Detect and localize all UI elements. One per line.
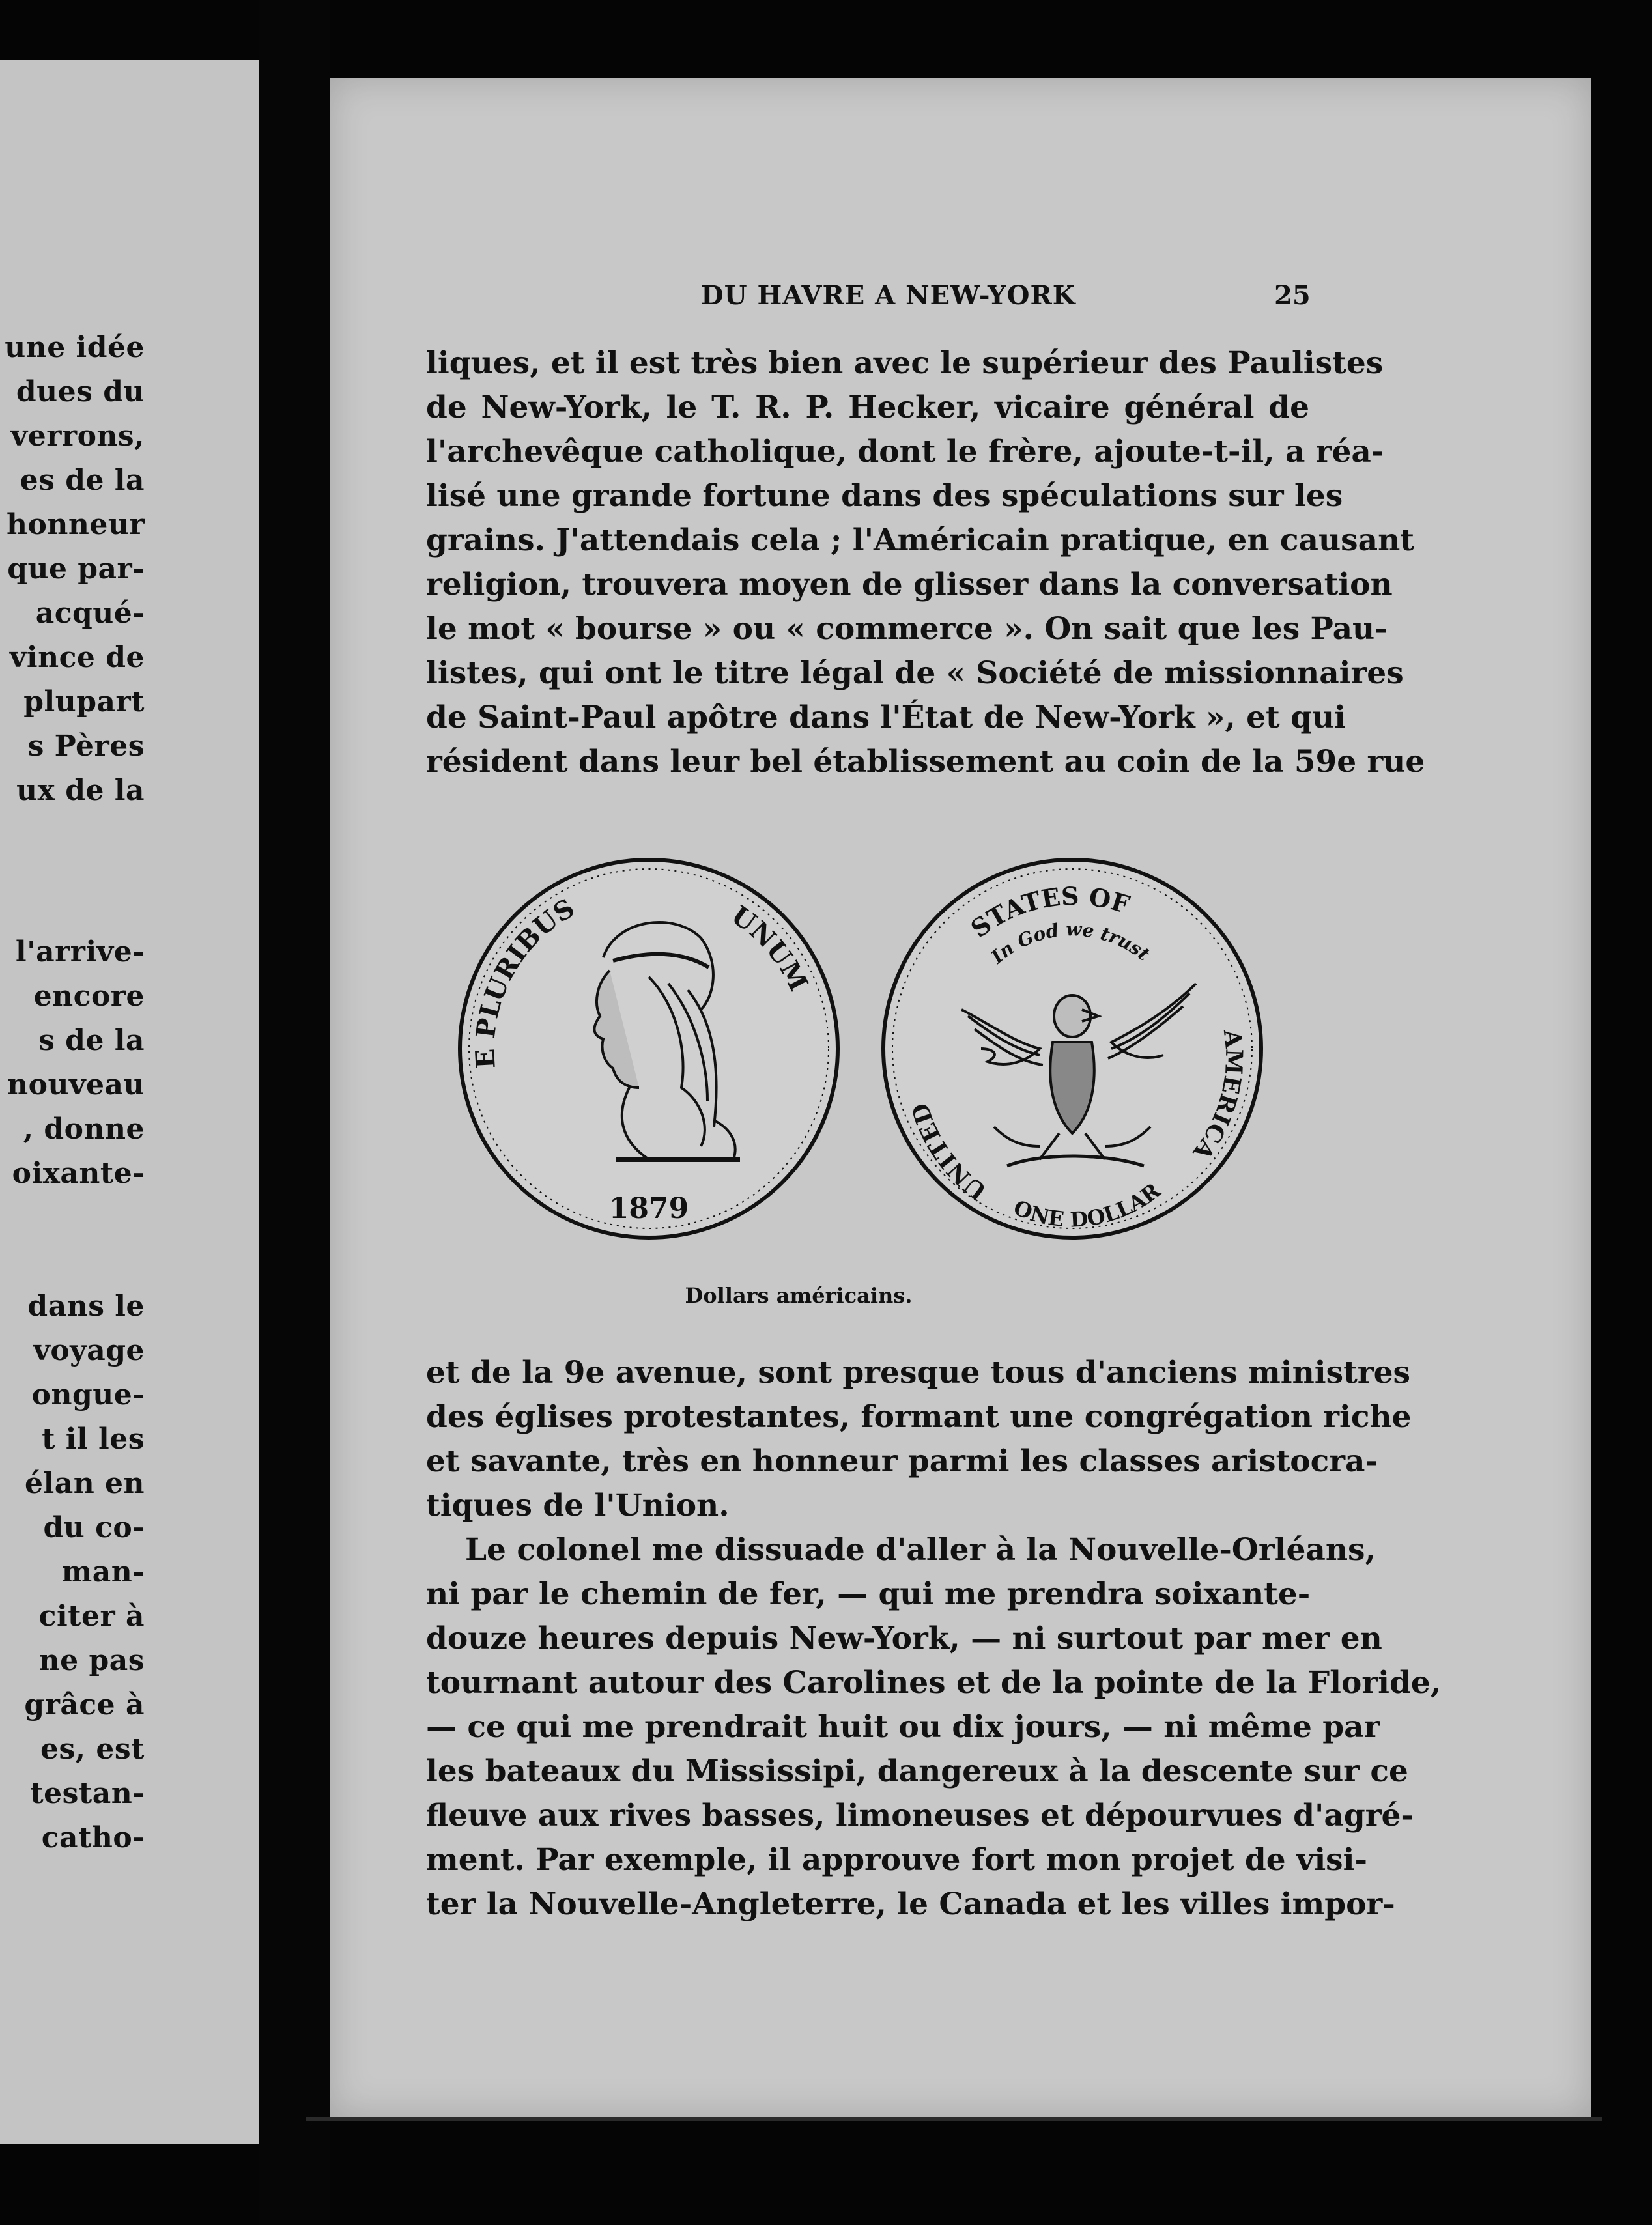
text-line: religion, trouvera moyen de glisser dans la conversation <box>426 567 1393 602</box>
coin-top-arc: STATES OF <box>965 881 1133 944</box>
left-page-line: dues du <box>16 375 145 408</box>
left-page-line: catho- <box>41 1821 145 1854</box>
left-page-line: ne pas <box>38 1644 145 1677</box>
left-page-line: , donne <box>23 1112 145 1146</box>
dollar-coins-illustration <box>453 853 1281 1296</box>
coin-front <box>460 860 838 1238</box>
left-page-line: voyage <box>33 1334 145 1367</box>
left-page-line: man- <box>61 1555 145 1589</box>
left-page-line: que par- <box>7 552 145 586</box>
figure-caption: Dollars américains. <box>685 1283 913 1308</box>
left-page-line: es de la <box>20 464 145 497</box>
coin-left-arc: UNITED <box>906 1099 992 1206</box>
left-page-line: honneur <box>7 508 145 541</box>
left-page-line: t il les <box>42 1423 145 1456</box>
coin-right-arc: AMERICA <box>1188 1028 1248 1165</box>
left-page-line: s de la <box>38 1024 145 1057</box>
left-page-line: nouveau <box>7 1068 145 1101</box>
left-page-line: du co- <box>43 1511 145 1544</box>
left-page-line: oixante- <box>12 1157 145 1190</box>
running-title: DU HAVRE A NEW-YORK <box>701 280 1076 311</box>
text-line: listes, qui ont le titre légal de « Société de missionnaires <box>426 655 1404 691</box>
left-page-line: vince de <box>9 641 145 674</box>
coin-motto-left: E PLURIBUS <box>470 892 580 1070</box>
text-line: Le colonel me dissuade d'aller à la Nouvelle-Orléans, <box>465 1532 1376 1568</box>
text-line: de Saint-Paul apôtre dans l'État de New-York », et qui <box>426 700 1346 735</box>
page-bottom-edge <box>306 2117 1602 2121</box>
text-line: tournant autour des Carolines et de la pointe de la Floride, <box>426 1665 1442 1701</box>
coin-back <box>883 860 1261 1238</box>
left-page-fragment <box>0 60 259 2144</box>
left-page-line: élan en <box>24 1467 145 1500</box>
left-page-line: ongue- <box>31 1378 145 1411</box>
text-line: le mot « bourse » ou « commerce ». On sait que les Pau- <box>426 611 1388 647</box>
text-line: l'archevêque catholique, dont le frère, ajoute-t-il, a réa- <box>426 434 1384 470</box>
left-page-line: grâce à <box>24 1688 145 1722</box>
coin-year: 1879 <box>608 1192 689 1225</box>
coin-denomination: ONE DOLLAR <box>1010 1178 1165 1232</box>
text-line: résident dans leur bel établissement au coin de la 59e rue <box>426 744 1425 780</box>
page-number: 25 <box>1274 280 1311 311</box>
page-header <box>330 280 1591 319</box>
text-line: douze heures depuis New-York, — ni surtout par mer en <box>426 1621 1382 1656</box>
text-line: ni par le chemin de fer, — qui me prendra soixante- <box>426 1576 1311 1612</box>
text-line: ment. Par exemple, il approuve fort mon projet de visi- <box>426 1842 1367 1878</box>
left-page-line: une idée <box>5 331 145 364</box>
left-page-line: citer à <box>38 1600 145 1633</box>
text-line: des églises protestantes, formant une congrégation riche <box>426 1399 1412 1435</box>
left-page-line: dans le <box>27 1290 145 1323</box>
coin-inner-motto: In God we trust <box>987 918 1154 968</box>
left-page-line: verrons, <box>10 419 145 453</box>
left-page-line: es, est <box>40 1733 145 1766</box>
text-line: fleuve aux rives basses, limoneuses et dépourvues d'agré- <box>426 1798 1414 1834</box>
text-line: les bateaux du Mississipi, dangereux à la descente sur ce <box>426 1753 1408 1789</box>
text-line: — ce qui me prendrait huit ou dix jours, — ni même par <box>426 1709 1380 1745</box>
left-page-line: l'arrive- <box>15 935 145 969</box>
right-page <box>330 78 1591 2117</box>
left-page-line: acqué- <box>35 597 145 630</box>
paragraph-bottom <box>426 1351 1442 1927</box>
left-page-line: s Pères <box>27 730 145 763</box>
text-line: liques, et il est très bien avec le supérieur des Paulistes <box>426 345 1384 381</box>
left-page-line: ux de la <box>16 774 145 807</box>
left-page-line: encore <box>33 980 145 1013</box>
paragraph-top <box>426 341 1425 784</box>
coin-motto-right: UNUM <box>725 900 814 996</box>
text-line: et savante, très en honneur parmi les classes aristocra- <box>426 1443 1378 1479</box>
text-line: tiques de l'Union. <box>426 1488 730 1523</box>
text-line: ter la Nouvelle-Angleterre, le Canada et les villes impor- <box>426 1886 1395 1922</box>
left-page-line: plupart <box>23 685 145 718</box>
text-line: lisé une grande fortune dans des spéculations sur les <box>426 478 1343 514</box>
text-line: grains. J'attendais cela ; l'Américain pratique, en causant <box>426 522 1414 558</box>
left-page-line: testan- <box>30 1777 145 1810</box>
book-gutter <box>259 0 330 2225</box>
text-line: et de la 9e avenue, sont presque tous d'anciens ministres <box>426 1355 1410 1391</box>
text-line: de New-York, le T. R. P. Hecker, vicaire général de <box>426 390 1309 425</box>
